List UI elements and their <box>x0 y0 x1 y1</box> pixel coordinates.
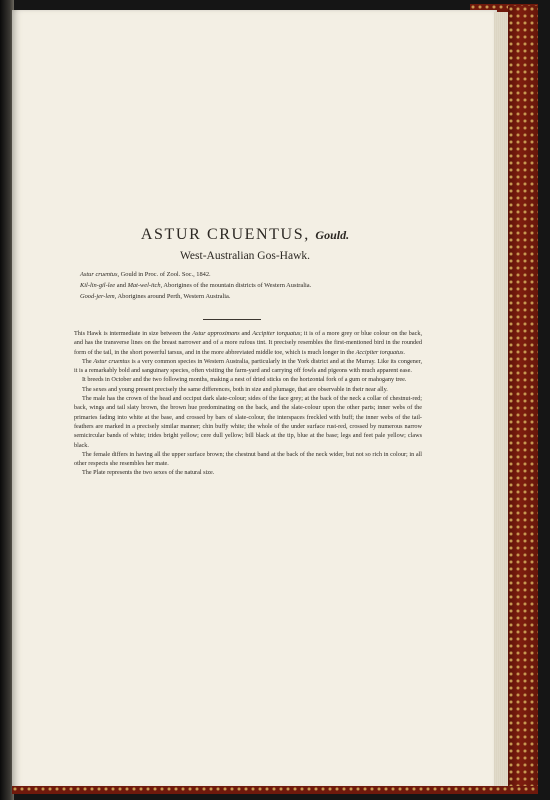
paragraph-size-comparison: This Hawk is intermediate in size between the Astur approximans and Accipiter torquatus; it is of a more grey or blue colour on the back, and has the transverse lines on the breast narrower and of a more rufous tint. It precisely resembles the first-mentioned bird in the rounded form of the tail, in the short powerful tarsus, and in the more abbreviated middle toe, which is much longer in the Accipiter torquatus. <box>74 330 422 356</box>
paragraph-sexes: The sexes and young present precisely the same differences, both in size and plumage, that are observable in their near ally. <box>82 385 388 393</box>
species-title <box>80 226 410 244</box>
species-author: Gould. <box>315 228 350 242</box>
species-description <box>74 329 422 478</box>
paragraph-breeding: It breeds in October and the two following months, making a nest of dried sticks on the horizontal fork of a gum or mahogany tree. <box>82 376 407 384</box>
species-name: ASTUR CRUENTUS, <box>140 226 310 243</box>
binding-bottom-edge <box>12 786 538 794</box>
common-name: West-Australian Gos-Hawk. <box>179 250 310 262</box>
synonym-line: Good-jer-lem, Aborigines around Perth, Western Australia. <box>80 293 231 300</box>
paragraph-plate: The Plate represents the two sexes of the natural size. <box>82 469 215 477</box>
paragraph-male: The male has the crown of the head and occiput dark slate-colour; sides of the face grey; at the back of the neck a collar of chestnut-red; back, wings and tail slaty brown, the brown hue predominating on the back, and the slate-colour upon the other parts; inner webs of the primaries fading into white at the base, and crossed by bars of slate-colour, the interspaces freckled with buff; the inner webs of the tail-feathers are marked in a precisely similar manner; chin buffy white; the whole of the under surface rust-red, crossed by numerous narrow semicircular bands of white; irides bright yellow; cere dull yellow; bill black at the tip, blue at the base; legs and feet pale yellow; claws black. <box>74 395 422 449</box>
synonym-line: Kil-lin-gil-lee and Mat-wel-itch, Aborigines of the mountain districts of Western Australia. <box>80 282 312 289</box>
paragraph-female: The female differs in having all the upper surface brown; the chestnut band at the back of the neck wider, but not so rich in colour; in all other respects she resembles her mate. <box>74 450 422 468</box>
synonymy-list <box>80 269 400 302</box>
paragraph-distribution: The Astur cruentus is a very common species in Western Australia, particularly in the York district and at the Murray. Like its congener, it is a remarkably bold and sanguinary species, often visiting the farm-yard and carrying off fowls and pigeons with much apparent ease. <box>74 357 422 375</box>
section-divider <box>203 319 261 320</box>
book-cover-edge <box>508 6 538 792</box>
synonym-line: Astur cruentus, Gould in Proc. of Zool. Soc., 1842. <box>80 271 211 278</box>
